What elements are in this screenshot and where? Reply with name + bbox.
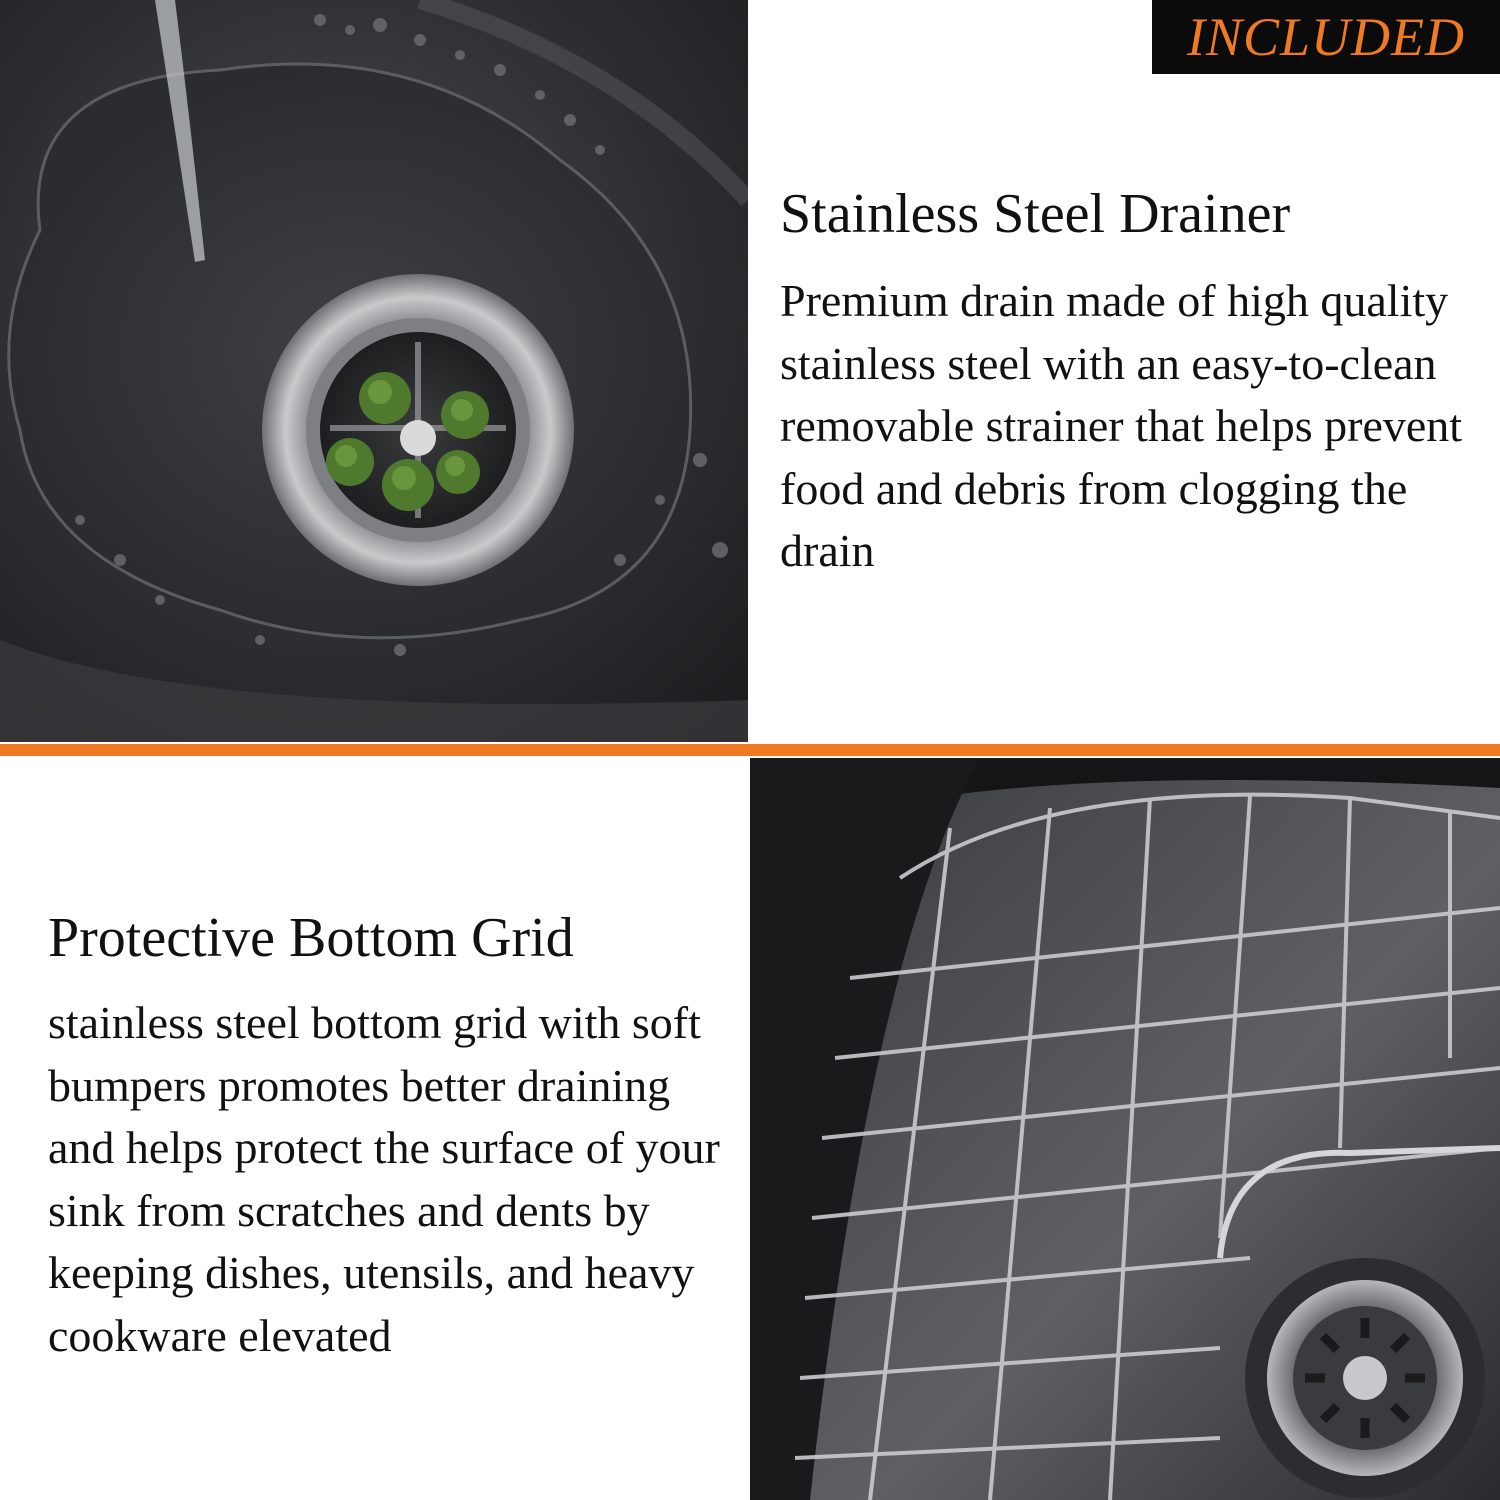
grid-description: stainless steel bottom grid with soft bumpers promotes better draining and helps protect the surface of your sink from scratches and dents by keeping dishes, utensils, and heavy cookware elevated [48, 997, 720, 1361]
drainer-title: Stainless Steel Drainer [780, 183, 1291, 245]
grid-photo [750, 758, 1500, 1500]
grid-title: Protective Bottom Grid [48, 907, 574, 969]
section-divider [0, 744, 1500, 756]
drainer-description: Premium drain made of high quality stainless steel with an easy-to-clean removable strainer that helps prevent food and debris from clogging the drain [780, 275, 1463, 576]
sink-bottom-grid-photo-icon [750, 758, 1500, 1500]
drain-photo [0, 0, 748, 742]
sink-drain-photo-icon [0, 0, 748, 742]
included-badge: INCLUDED [1152, 0, 1500, 74]
